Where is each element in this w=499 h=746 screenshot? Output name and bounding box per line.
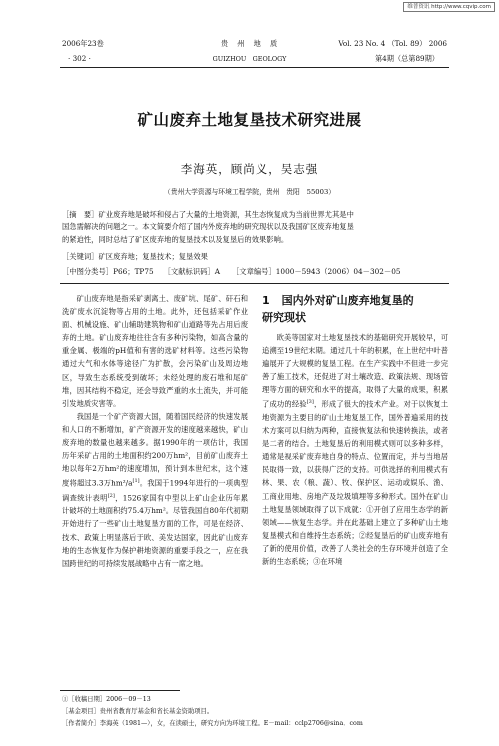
- abstract-label: ［摘 要］: [62, 210, 99, 219]
- section-number: 1: [262, 294, 270, 307]
- text-line: 重的水土流失，并可能引发地质灾害等。: [62, 385, 249, 408]
- text-line: 度越来越快，矿山废弃地的数量也越来越多。据: [62, 424, 249, 448]
- text-line: 万hm²。尽管我国自80年代初期开始进行了一: [62, 506, 249, 529]
- text-line: 以上矿山企业历年累计破坏的土地面积约75.4: [62, 493, 249, 516]
- text-line: 得了以下成就：①开创了应用生态学的新领域: [262, 504, 449, 527]
- text-line: 极端的pH值和有害的选矿材料等。这些污染物: [92, 346, 248, 356]
- keywords-label: ［关键词］: [62, 252, 99, 261]
- right-column: [262, 292, 448, 568]
- doc-code-label: ［文献标识码］: [163, 267, 215, 276]
- footnote-value: 贵州省教育厅基金和省长基金资助项目。: [99, 708, 214, 715]
- citation: [2]: [107, 492, 115, 499]
- citation: [3]: [306, 399, 314, 406]
- clc-label: ［中图分类号］: [62, 267, 114, 276]
- text-line: 土地复垦后的利用模式则可以多种多样，通常是: [262, 439, 449, 462]
- text-line: 筑物和矿山道路等先占用后废弃的土地。矿山废: [62, 320, 249, 343]
- header-year-volume: 2006年23卷: [62, 39, 104, 48]
- classification-row: [62, 266, 400, 277]
- text-line: 我国是一个矿产资源大国，随着国民经济的: [76, 411, 219, 421]
- text-line: 山废弃地的生态恢复作为保护耕地资源的重要手: [62, 532, 249, 555]
- section-body: [262, 331, 448, 568]
- text-line: 外，还包括采矿作业面、机械设施、矿山辅助建: [62, 307, 249, 330]
- section-heading: [262, 292, 448, 309]
- text-line: ——恢复生态学。并在此基础上建立了多种矿山: [276, 517, 434, 527]
- text-line: 面的研究和水平的提高，取得了大量的成果，积: [284, 385, 441, 395]
- text-line: 有一席之地。: [164, 558, 208, 568]
- doc-code-value: A: [214, 267, 220, 276]
- paragraph: [62, 292, 248, 410]
- header-issue-en: Vol. 23 No. 4 （Tol. 89） 2006: [338, 39, 447, 48]
- header-page-number: · 302 ·: [68, 54, 91, 63]
- section-title-line-2: 研究现状: [262, 311, 306, 324]
- header-issue-cn: 第4期（总第89期）: [374, 54, 439, 63]
- clc-value: P66；TP75: [113, 267, 154, 276]
- text-line: 术、政策上明显落后于欧、美发达国家，因此矿: [69, 532, 226, 542]
- article-affiliation: （贵州大学资源与环境工程学院，贵州 贵阳 55003）: [163, 188, 336, 196]
- citation: [1]: [132, 478, 140, 485]
- text-line: 矿山废弃地有了新的使用价值，改善了人类社会: [262, 530, 449, 553]
- text-line: 程。在生产实践中不但进一步完善了施工技术，: [262, 359, 448, 382]
- keywords: [62, 251, 208, 262]
- footnote-label: ［作者简介］: [62, 720, 100, 727]
- footnote-label: ［基金项目］: [62, 708, 100, 715]
- article-id-label: ［文章编号］: [232, 267, 276, 276]
- text-line: 通过大气和水体等途径广为扩散，会污染矿山及: [62, 359, 226, 369]
- abstract-line-1: 矿业废弃地是破坏和侵占了大量的土地资源，其生态恢复成为当前世界尤其是中: [98, 210, 354, 219]
- text-line: 矿山废弃地是指采矿剥离土、废矿坑、尾: [76, 294, 211, 303]
- text-line: 累了成功的经验: [262, 385, 449, 409]
- text-line: 。我国于1994年进行: [139, 478, 211, 488]
- text-line: 圾填埋等多种形式。国外在矿山土地复垦领域取: [262, 491, 448, 514]
- footnote-label: ①［收稿日期］: [62, 696, 107, 703]
- text-line: 些矿山土地复垦方面的工作，可是在经济、技: [62, 519, 249, 542]
- text-line: 居民取得一致，以获得广泛的支持。可供选择的: [262, 452, 449, 475]
- article-title: 矿山废弃土地复垦技术研究进展: [137, 111, 362, 129]
- text-line: 直接恢复法和快速转换法，或者是二者的结合。: [262, 426, 448, 449]
- article-id-value: 1000－5943（2006）04－302－05: [275, 267, 401, 276]
- article-authors: 李海英，顾尚义，吴志强: [180, 162, 319, 176]
- text-line: 快速发展和人口的不断增加，矿产资源开发的速: [62, 411, 249, 434]
- text-line: 段之一，应在我国跨世纪的可持续发展战略中占: [62, 545, 249, 568]
- text-line: 1990年的一项估计，我国历年采矿占用的土地: [62, 438, 248, 461]
- left-column: [62, 292, 248, 570]
- section-title-line-1: 国内外对矿山废弃地复垦的: [281, 294, 414, 307]
- abstract-line-2: 国急需解决的问题之一。本文简要介绍了国内外废弃地的研究现状以及我国矿区废弃地复垦: [62, 222, 354, 232]
- text-line: 作，国外普遍采用的技术方案可以归纳为两种，: [262, 412, 449, 436]
- text-line: 区、运动或娱乐、渔、工商业用地、房地产及垃: [262, 478, 449, 501]
- text-line: 度将超过3.3万hm²/a: [62, 478, 133, 488]
- abstract: [62, 209, 447, 246]
- text-line: 展较早，可追溯至19世纪末期。通过几十年的: [262, 333, 449, 356]
- text-line: 矿、矸石和洗矿废水沉淀物等占用的土地。此: [62, 294, 249, 317]
- footnote-received: [62, 694, 151, 705]
- footnote-rule: [60, 690, 180, 691]
- abstract-rule: [60, 283, 449, 284]
- header-journal-cn: 贵 州 地 质: [220, 39, 279, 48]
- text-line: 欧美等国家对土地复垦技术的基础研究开: [276, 333, 411, 342]
- text-line: 废石堆和尾矿堆，因其结构不稳定，还会导致严: [62, 372, 249, 395]
- text-line: 对于以恢复土地资源为主要目的矿山土地复垦工: [262, 399, 449, 422]
- text-line: 积累，在上世纪中叶普遍展开了大规模的复垦工: [262, 346, 448, 369]
- text-line: 还促进了对土壤改造、政策法规、现场管理等方: [262, 372, 449, 395]
- text-line: 的一项典型调查统计表明: [62, 478, 248, 503]
- header-rule: [60, 67, 449, 68]
- footnote-author: [62, 718, 363, 729]
- text-line: 周边地区，导致生态系统受到破坏；未经处理的: [62, 359, 249, 382]
- text-line: 万hm²的速度增加，预计到本世纪末，这个速: [96, 464, 248, 474]
- text-line: 弃地往往含有多种污染物，如高含量的重金属、: [62, 333, 249, 356]
- footnote-value: 李海英（1981—），女，在读硕士，研究方向为环境工程。E－mail：cclp2706@sina．com: [99, 720, 363, 727]
- footnote-value: 2006－09－13: [106, 696, 151, 703]
- source-watermark: 维普资讯 http://www.cqvip.com: [403, 2, 495, 12]
- abstract-line-3: 的紧迫性，同时总结了矿区废弃地的复垦技术以及复垦后的效果影响。: [62, 234, 289, 244]
- text-line: 土地复垦模式和自维持生态系统；②经复垦后的: [262, 517, 449, 540]
- keywords-text: 矿区废弃地；复垦技术；复垦效果: [98, 252, 208, 261]
- footnote-fund: [62, 706, 213, 717]
- text-line: 利用模式有林、果、农（粮、蔬）、牧、保护: [262, 465, 449, 488]
- text-line: ，形成了很大的技术产业。: [313, 399, 404, 409]
- header-journal-en: GUIZHOU GEOLOGY: [212, 55, 287, 63]
- paragraph: [62, 410, 248, 570]
- text-line: 面积约200万hm²，目前矿山废弃土地以每年2: [62, 451, 249, 474]
- paragraph: [262, 331, 448, 568]
- text-line: 视采矿废弃地自身的特点、位置而定，并与当地: [284, 452, 441, 462]
- text-line: 的生存环境并创造了全新的生态系统；③在环境: [262, 543, 449, 567]
- text-line: ，1526家国有中型: [114, 493, 180, 503]
